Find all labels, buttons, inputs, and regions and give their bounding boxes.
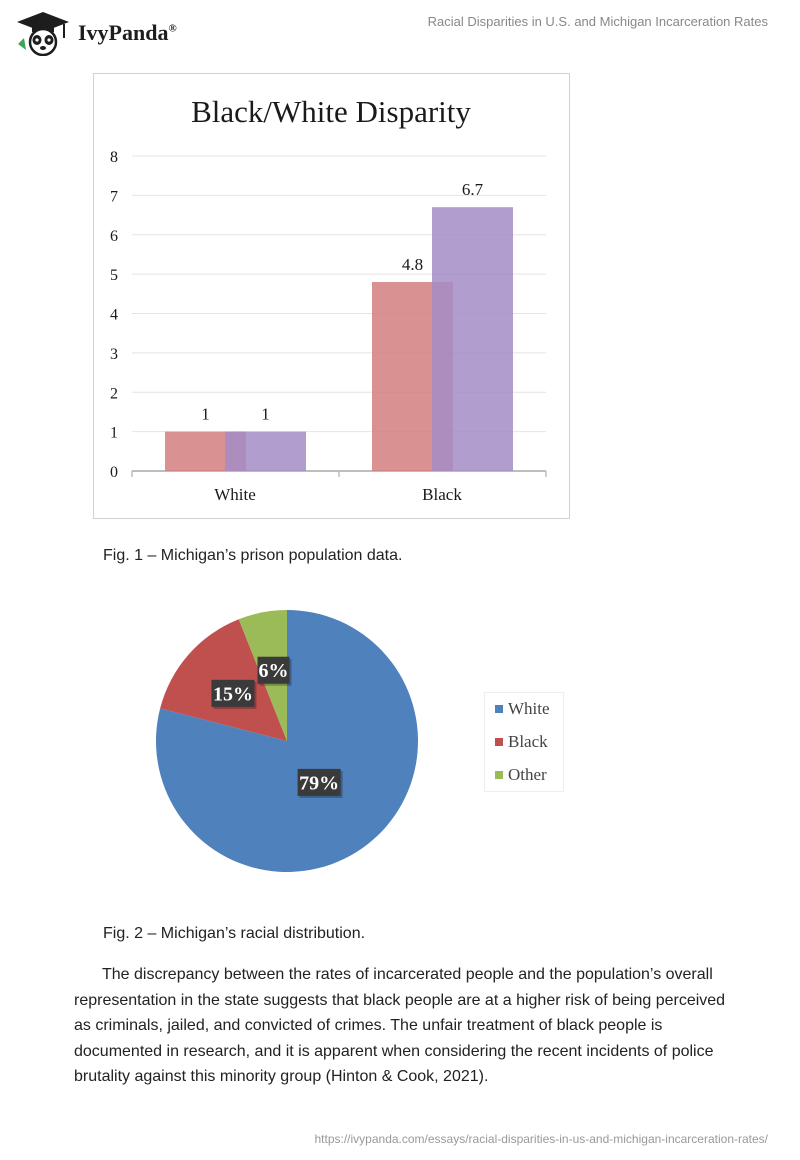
- pie-legend: [484, 692, 564, 792]
- pie-chart-figure: [150, 600, 430, 895]
- y-tick-label: 2: [110, 385, 118, 403]
- bar-value-label: 6.7: [461, 180, 484, 200]
- panda-logo-icon: [14, 10, 72, 56]
- legend-item-other: [485, 765, 547, 785]
- legend-item-black: [485, 732, 548, 752]
- x-tick-label: White: [214, 485, 256, 504]
- legend-swatch: [495, 705, 503, 713]
- legend-swatch: [495, 738, 503, 746]
- body-paragraph-container: [74, 962, 734, 1090]
- legend-label: Other: [508, 765, 547, 784]
- source-url[interactable]: https://ivypanda.com/essays/racial-disparities-in-us-and-michigan-incarceration-rates/: [314, 1132, 768, 1146]
- y-tick-label: 6: [110, 227, 118, 245]
- legend-swatch: [495, 771, 503, 779]
- bar-value-label: 1: [201, 404, 210, 424]
- legend-item-white: [485, 699, 550, 719]
- x-tick-label: Black: [422, 485, 462, 504]
- y-tick-label: 0: [110, 464, 118, 481]
- y-tick-label: 1: [110, 424, 118, 442]
- y-tick-label: 5: [110, 267, 118, 285]
- legend-label: White: [508, 699, 550, 718]
- pie-chart: [150, 600, 430, 890]
- bar: [432, 207, 513, 471]
- brand-name: IvyPanda®: [78, 20, 177, 45]
- bar-value-label: 1: [261, 404, 270, 424]
- running-title: Racial Disparities in U.S. and Michigan Incarceration Rates: [427, 14, 768, 29]
- figure-1-caption: Fig. 1 – Michigan’s prison population data.: [103, 547, 403, 564]
- bar-chart-figure: [93, 73, 570, 519]
- ivypanda-logo[interactable]: [14, 10, 177, 56]
- pie-value-label: 79%: [299, 772, 340, 795]
- y-tick-label: 4: [110, 306, 118, 324]
- figure-2-caption: Fig. 2 – Michigan’s racial distribution.: [103, 925, 366, 942]
- y-tick-label: 7: [110, 188, 118, 206]
- pie-value-label: 6%: [258, 660, 289, 683]
- chart-title: Black/White Disparity: [191, 94, 471, 129]
- body-paragraph: The discrepancy between the rates of incarcerated people and the population’s overall representation in the state suggests that black people are at a higher risk of being perceived as criminals, jailed, and convicted of crimes. The unfair treatment of black people is documented in research, and it is apparent when considering the recent incidents of police brutality against this minority group (Hinton & Cook, 2021).: [74, 966, 726, 1085]
- bar-value-label: 4.8: [401, 255, 424, 274]
- y-tick-label: 8: [110, 149, 118, 166]
- legend-label: Black: [508, 732, 548, 751]
- bar: [225, 432, 306, 471]
- y-tick-label: 3: [110, 345, 118, 363]
- bar-chart: [94, 74, 569, 518]
- pie-value-label: 15%: [212, 683, 253, 706]
